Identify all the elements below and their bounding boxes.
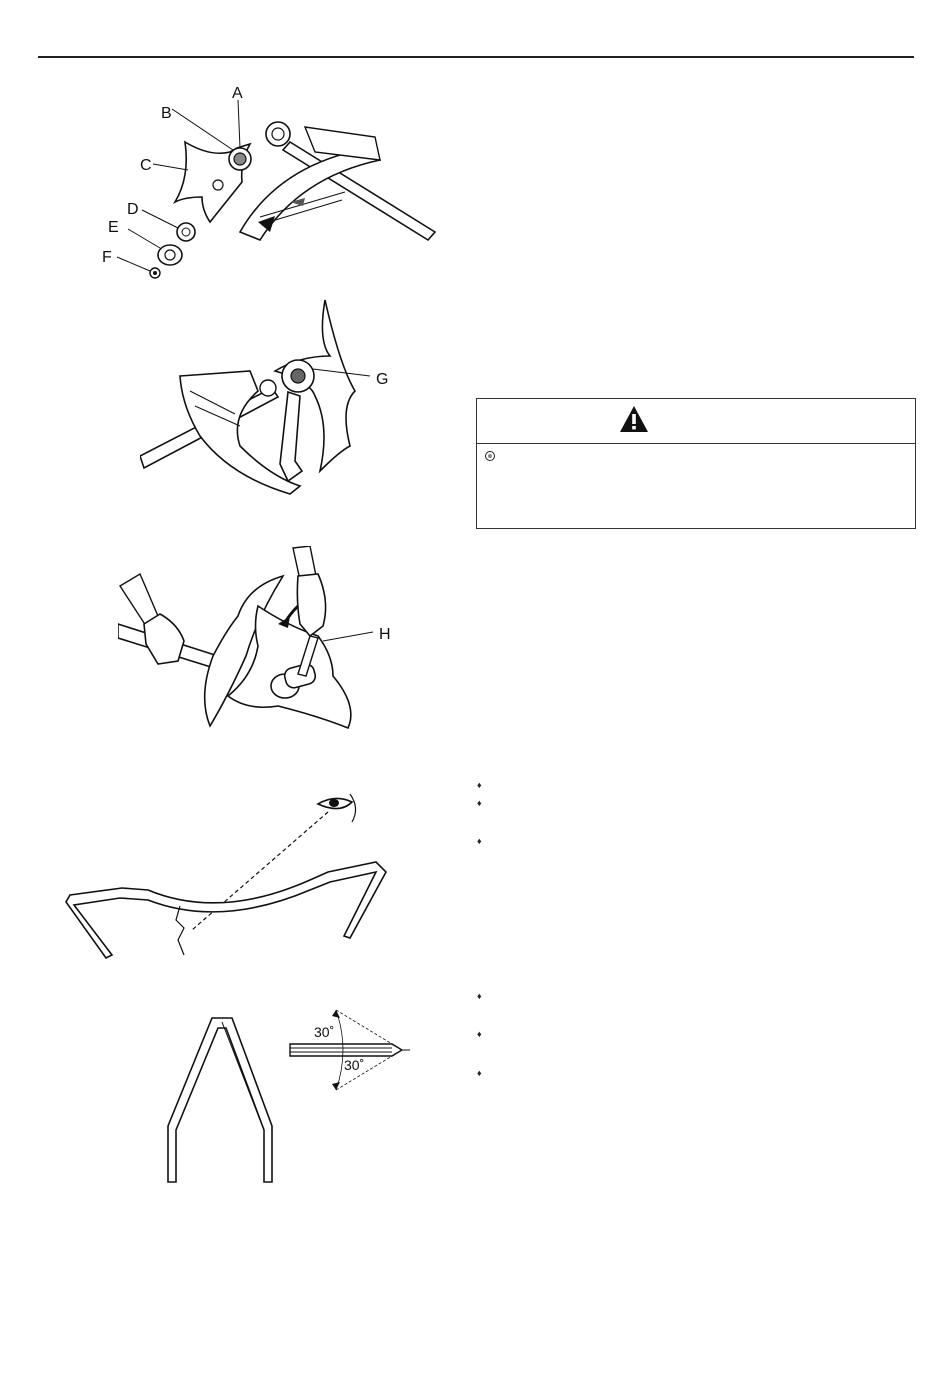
- figure-blade-parts: [90, 82, 450, 292]
- label-d: D: [127, 201, 139, 218]
- angle-top-label: 30˚: [314, 1024, 335, 1040]
- warning-header: [477, 399, 915, 444]
- label-b: B: [161, 105, 172, 122]
- label-e: E: [108, 219, 119, 236]
- circle-bullet-icon: [485, 451, 495, 461]
- diamond-bullet-icon: ♦: [477, 991, 482, 1001]
- warning-triangle-icon: [619, 405, 649, 438]
- warning-box: [476, 398, 916, 529]
- diamond-bullet-icon: ♦: [477, 780, 482, 790]
- label-h: H: [379, 626, 391, 643]
- figure-blade-wrench: [118, 546, 408, 736]
- figure-blade-inspection: [60, 780, 390, 960]
- top-rule: [38, 56, 914, 58]
- diamond-bullet-icon: ♦: [477, 1068, 482, 1078]
- label-a: A: [232, 85, 243, 102]
- label-f: F: [102, 249, 112, 266]
- label-c: C: [140, 157, 152, 174]
- angle-bottom-label: 30˚: [344, 1057, 365, 1073]
- diamond-bullet-icon: ♦: [477, 1029, 482, 1039]
- diamond-bullet-icon: ♦: [477, 836, 482, 846]
- figure-sharpening-angle: [160, 1010, 410, 1190]
- diamond-bullet-icon: ♦: [477, 798, 482, 808]
- figure-blade-lock: [140, 296, 400, 496]
- label-g: G: [376, 371, 389, 388]
